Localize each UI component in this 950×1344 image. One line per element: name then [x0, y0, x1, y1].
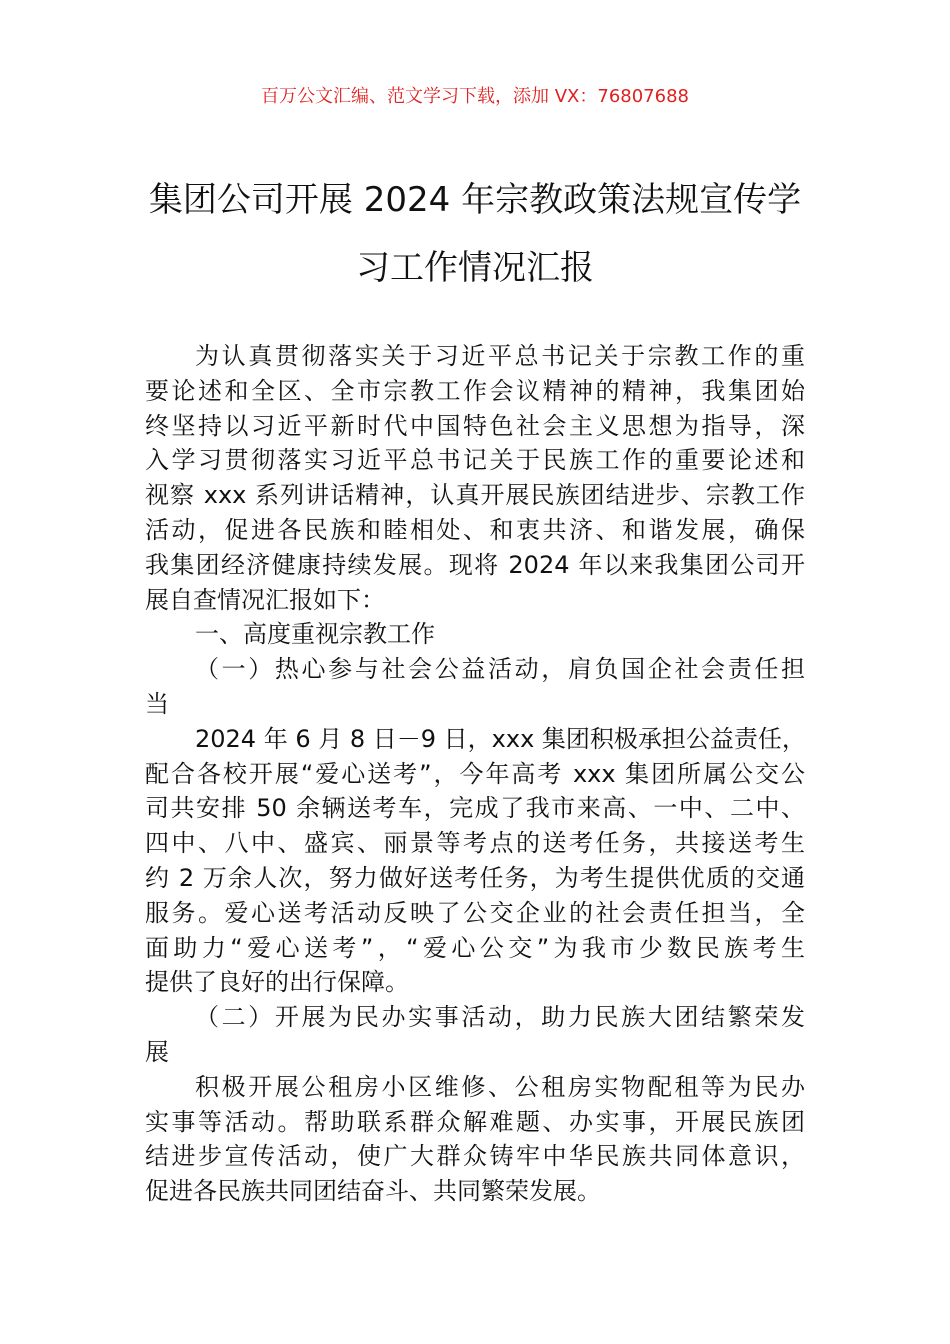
- paragraph-line: 配合各校开展“爱心送考”，今年高考 xxx 集团所属公交公: [145, 759, 805, 788]
- paragraph-line: 视察 xxx 系列讲话精神，认真开展民族团结进步、宗教工作: [145, 481, 805, 510]
- paragraph-line: 为认真贯彻落实关于习近平总书记关于宗教工作的重: [195, 342, 805, 370]
- paragraph-line: 展自查情况汇报如下：: [145, 585, 385, 614]
- paragraph-line: 展: [145, 1037, 169, 1066]
- paragraph-line: （二）开展为民办实事活动，助力民族大团结繁荣发: [195, 1003, 805, 1032]
- document-body: [145, 339, 805, 1209]
- paragraph-line: 我集团经济健康持续发展。现将 2024 年以来我集团公司开: [145, 550, 805, 579]
- paragraph: [145, 617, 805, 652]
- paragraph-line: 积极开展公租房小区维修、公租房实物配租等为民办: [195, 1072, 805, 1101]
- paragraph-line: 提供了良好的出行保障。: [145, 968, 409, 997]
- paragraph-line: 面助力“爱心送考”，“爱心公交”为我市少数民族考生: [145, 933, 805, 962]
- paragraph: [145, 1070, 805, 1209]
- paragraph-line: 当: [145, 689, 169, 718]
- paragraph: [145, 1000, 805, 1070]
- paragraph-line: 一、高度重视宗教工作: [195, 620, 435, 649]
- paragraph-line: 入学习贯彻落实习近平总书记关于民族工作的重要论述和: [145, 446, 805, 475]
- paragraph-line: （一）热心参与社会公益活动，肩负国企社会责任担: [195, 655, 805, 684]
- paragraph-line: 约 2 万余人次，努力做好送考任务，为考生提供优质的交通: [145, 863, 805, 892]
- paragraph: [145, 722, 805, 1000]
- paragraph-line: 要论述和全区、全市宗教工作会议精神的精神，我集团始: [145, 376, 805, 405]
- paragraph-line: 促进各民族共同团结奋斗、共同繁荣发展。: [145, 1177, 601, 1206]
- paragraph-line: 活动，促进各民族和睦相处、和衷共济、和谐发展，确保: [145, 515, 805, 544]
- paragraph: [145, 339, 805, 617]
- paragraph-line: 四中、八中、盛宾、丽景等考点的送考任务，共接送考生: [145, 829, 805, 858]
- paragraph-line: 司共安排 50 余辆送考车，完成了我市来高、一中、二中、: [145, 794, 805, 823]
- paragraph-line: 实事等活动。帮助联系群众解难题、办实事，开展民族团: [145, 1107, 805, 1136]
- paragraph: [145, 652, 805, 722]
- document-title-line-2: 习工作情况汇报: [356, 248, 594, 288]
- paragraph-line: 结进步宣传活动，使广大群众铸牢中华民族共同体意识，: [145, 1142, 805, 1171]
- document-title-line-1: 集团公司开展 2024 年宗教政策法规宣传学: [148, 180, 802, 220]
- paragraph-line: 服务。爱心送考活动反映了公交企业的社会责任担当，全: [145, 898, 805, 927]
- paragraph-line: 2024 年 6 月 8 日－9 日，xxx 集团积极承担公益责任，: [195, 724, 806, 753]
- paragraph-line: 终坚持以习近平新时代中国特色社会主义思想为指导，深: [145, 411, 805, 440]
- watermark-header-note: 百万公文汇编、范文学习下载，添加 VX：76807688: [261, 86, 689, 107]
